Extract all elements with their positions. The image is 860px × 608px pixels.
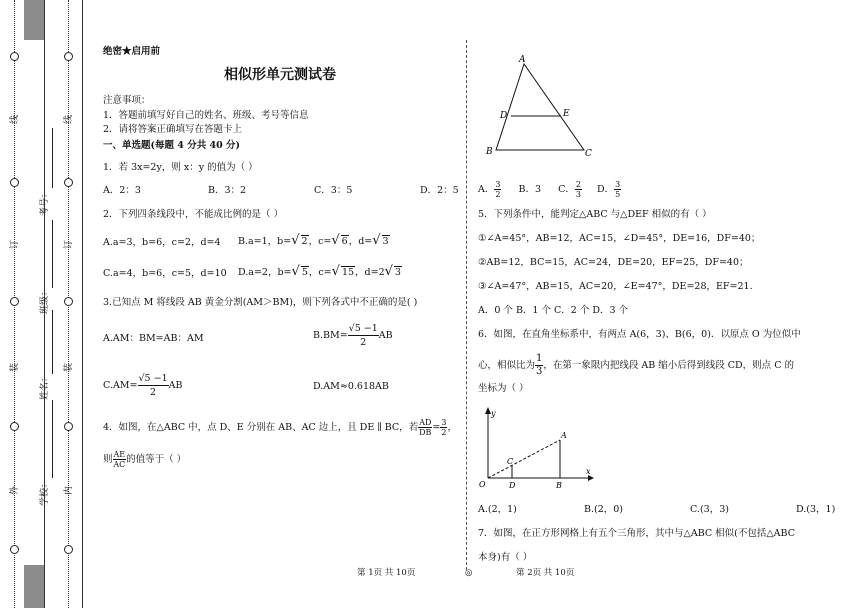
q2-option-a: A.a=3，b=6，c=2，d=4 xyxy=(103,237,221,248)
radicand: 6 xyxy=(341,236,348,247)
circle-mark xyxy=(64,422,73,431)
line-oa xyxy=(488,440,560,478)
question-6-line2 xyxy=(478,353,794,378)
fraction: $\frac{√5 -1}{2}$ xyxy=(348,323,378,348)
radicand: 3 xyxy=(394,267,401,278)
binding-mark-line-outer: 线 xyxy=(10,114,21,125)
radical-icon: √ xyxy=(291,233,300,248)
footer-separator-icon: ◎ xyxy=(465,568,473,578)
q4-option-a: A． xyxy=(478,184,495,195)
q3-c-text: C.AM= xyxy=(103,380,138,391)
radical-icon: √ xyxy=(372,233,381,248)
q3-option-c xyxy=(103,372,182,399)
fraction: $\frac{√5 -1}{2}$ xyxy=(138,373,168,398)
notice-item: 1．答题前填写好自己的姓名、班级、考号等信息 xyxy=(103,110,309,121)
q1-option-c: C．3：5 xyxy=(314,185,353,196)
question-6-line3: 坐标为（ ） xyxy=(478,383,529,394)
question-7-line2: 本身)有（ ） xyxy=(478,552,533,563)
label-b: B xyxy=(556,481,562,490)
q6-option-b: B.(2，0) xyxy=(584,504,624,515)
exam-number-underline xyxy=(52,128,53,188)
label-a: A xyxy=(519,55,526,65)
q2-option-b xyxy=(238,235,390,248)
q2-d-text: D.a=2，b= xyxy=(238,267,292,278)
q6-option-d: D.(3，1) xyxy=(796,504,836,515)
q6-option-a: A.(2，1) xyxy=(478,504,517,515)
binding-strip xyxy=(0,0,88,608)
question-1-stem: 1．若 3x=2y，则 x：y 的值为（ ） xyxy=(103,162,258,173)
fraction-one-third: $\frac{1}{3}$ xyxy=(536,353,543,377)
section-heading: 一、单选题(每题 4 分共 40 分) xyxy=(103,140,241,151)
coordinate-figure xyxy=(476,404,596,494)
q1-option-a: A．2：3 xyxy=(103,185,141,196)
radical-icon: √ xyxy=(291,264,300,279)
q2-d-text: ，d=2 xyxy=(355,267,385,278)
circle-mark xyxy=(10,422,19,431)
binding-mark-line-inner: 线 xyxy=(64,114,75,125)
label-e: E xyxy=(563,109,570,119)
radicand: 5 xyxy=(301,267,308,278)
q2-option-d xyxy=(238,266,402,279)
footer-page-left: 第 1页 共 10页 xyxy=(357,568,416,578)
q5-condition: ③∠A=47°，AB=15，AC=20，∠E=47°，DE=28，EF=21. xyxy=(478,281,753,292)
q3-c-text: AB xyxy=(168,380,183,391)
q6-text: ，在第一象限内把线段 AB 缩小后得到线段 CD，则点 C 的 xyxy=(543,360,794,371)
label-y: y xyxy=(491,409,496,418)
label-c: C xyxy=(585,149,592,159)
radicand: 15 xyxy=(341,267,355,278)
q4-text: = xyxy=(432,422,441,433)
circle-mark xyxy=(64,297,73,306)
notice-item: 2．请将答案正确填写在答题卡上 xyxy=(103,124,243,135)
radicand: 3 xyxy=(382,236,389,247)
triangle-figure xyxy=(478,52,598,162)
field-name: 姓名： xyxy=(40,372,51,401)
footer-page-right: 第 2页 共 10页 xyxy=(516,568,575,578)
secret-label: 绝密★启用前 xyxy=(103,46,161,57)
q4-option-c: C． xyxy=(558,184,575,195)
circle-mark xyxy=(64,178,73,187)
gray-bar-top xyxy=(24,0,44,40)
fraction-ae-ac: $\frac{AE}{AC}$ xyxy=(113,450,126,469)
q6-option-c: C.(3，3) xyxy=(690,504,729,515)
q4-option-d: D． xyxy=(596,184,615,195)
q3-b-text: B.BM= xyxy=(313,330,348,341)
radicand: 2 xyxy=(301,236,308,247)
binding-mark-staple-inner: 订 xyxy=(64,239,75,250)
fraction-ad-db: $\frac{AD}{DB}$ xyxy=(419,418,432,437)
circle-mark xyxy=(10,178,19,187)
q2-d-text: ，c= xyxy=(308,267,332,278)
fraction: $\frac{2}{3}$ xyxy=(575,180,581,199)
q5-options: A．0 个 B．1 个 C．2 个 D．3 个 xyxy=(478,305,629,316)
page-divider xyxy=(466,40,467,570)
field-exam-number: 考号： xyxy=(40,188,51,217)
label-a: A xyxy=(561,431,567,440)
radical-icon: √ xyxy=(331,264,340,279)
circle-mark xyxy=(10,297,19,306)
notice-heading: 注意事项： xyxy=(103,95,151,106)
q6-text: 心，相似比为 xyxy=(478,360,536,371)
question-7-line1: 7．如图，在正方形网格上有五个三角形，其中与△ABC 相似(不包括△ABC xyxy=(478,528,795,539)
fraction: $\frac{3}{5}$ xyxy=(615,180,621,199)
label-c: C xyxy=(507,457,514,466)
label-x: x xyxy=(586,467,591,476)
question-3-stem: 3.已知点 M 将线段 AB 黄金分割(AM＞BM)，则下列各式中不正确的是( ) xyxy=(103,297,418,308)
binding-border-line-right xyxy=(82,0,83,608)
q2-b-text: ，c= xyxy=(308,236,332,247)
question-4-line2 xyxy=(103,450,186,469)
field-class: 班级： xyxy=(40,286,51,315)
label-d: D xyxy=(500,111,508,121)
q3-option-a: A.AM：BM=AB：AM xyxy=(103,333,204,344)
question-6-line1: 6．如图，在直角坐标系中，有两点 A(6，3)、B(6，0)．以原点 O 为位似中 xyxy=(478,329,801,340)
fraction: $\frac{3}{2}$ xyxy=(495,180,501,199)
q2-b-text: ，d= xyxy=(348,236,373,247)
q5-condition: ①∠A=45°，AB=12，AC=15，∠D=45°，DE=16，DF=40； xyxy=(478,233,761,244)
fraction-3-2: $\frac{3}{2}$ xyxy=(441,418,447,437)
binding-mark-bind-inner: 装 xyxy=(64,362,75,373)
field-school: 学校： xyxy=(40,478,51,507)
binding-mark-bind-outer: 装 xyxy=(10,362,21,373)
question-2-stem: 2．下列四条线段中，不能成比例的是（ ） xyxy=(103,209,284,220)
q4-text: 4．如图，在△ABC 中，点 D、E 分别在 AB、AC 边上，且 DE ∥ BC，若 xyxy=(103,422,419,433)
binding-mark-inside: 内 xyxy=(64,485,75,496)
gray-bar-bottom xyxy=(24,565,44,608)
q2-option-c: C.a=4，b=6，c=5，d=10 xyxy=(103,268,227,279)
q4-text: 则 xyxy=(103,454,113,465)
binding-mark-staple-outer: 订 xyxy=(10,239,21,250)
q1-option-d: D．2：5 xyxy=(420,185,459,196)
label-d: D xyxy=(509,481,516,490)
page-title: 相似形单元测试卷 xyxy=(224,67,336,83)
q1-option-b: B．3：2 xyxy=(208,185,247,196)
q3-b-text: AB xyxy=(378,330,393,341)
q4-options xyxy=(478,180,621,199)
q2-b-text: B.a=1，b= xyxy=(238,236,292,247)
q4-option-b: B．3 xyxy=(518,184,542,195)
radical-icon: √ xyxy=(384,264,393,279)
question-4-stem xyxy=(103,418,457,437)
q4-text: 的值等于（ ） xyxy=(126,454,187,465)
q3-option-d: D.AM≈0.618AB xyxy=(313,381,389,392)
circle-mark xyxy=(64,52,73,61)
q5-condition: ②AB=12，BC=15，AC=24，DE=20，EF=25，DF=40； xyxy=(478,257,749,268)
label-b: B xyxy=(486,147,493,157)
label-o: O xyxy=(479,480,486,489)
circle-mark xyxy=(64,545,73,554)
q3-option-b xyxy=(313,322,393,349)
question-5-stem: 5．下列条件中，能判定△ABC 与△DEF 相似的有（ ） xyxy=(478,209,712,220)
circle-mark xyxy=(10,52,19,61)
binding-mark-outside: 外 xyxy=(10,485,21,496)
triangle-abc xyxy=(496,64,584,150)
q4-text: ， xyxy=(447,422,457,433)
school-underline xyxy=(52,400,53,478)
class-underline xyxy=(52,220,53,288)
circle-mark xyxy=(10,545,19,554)
name-underline xyxy=(52,310,53,374)
radical-icon: √ xyxy=(331,233,340,248)
